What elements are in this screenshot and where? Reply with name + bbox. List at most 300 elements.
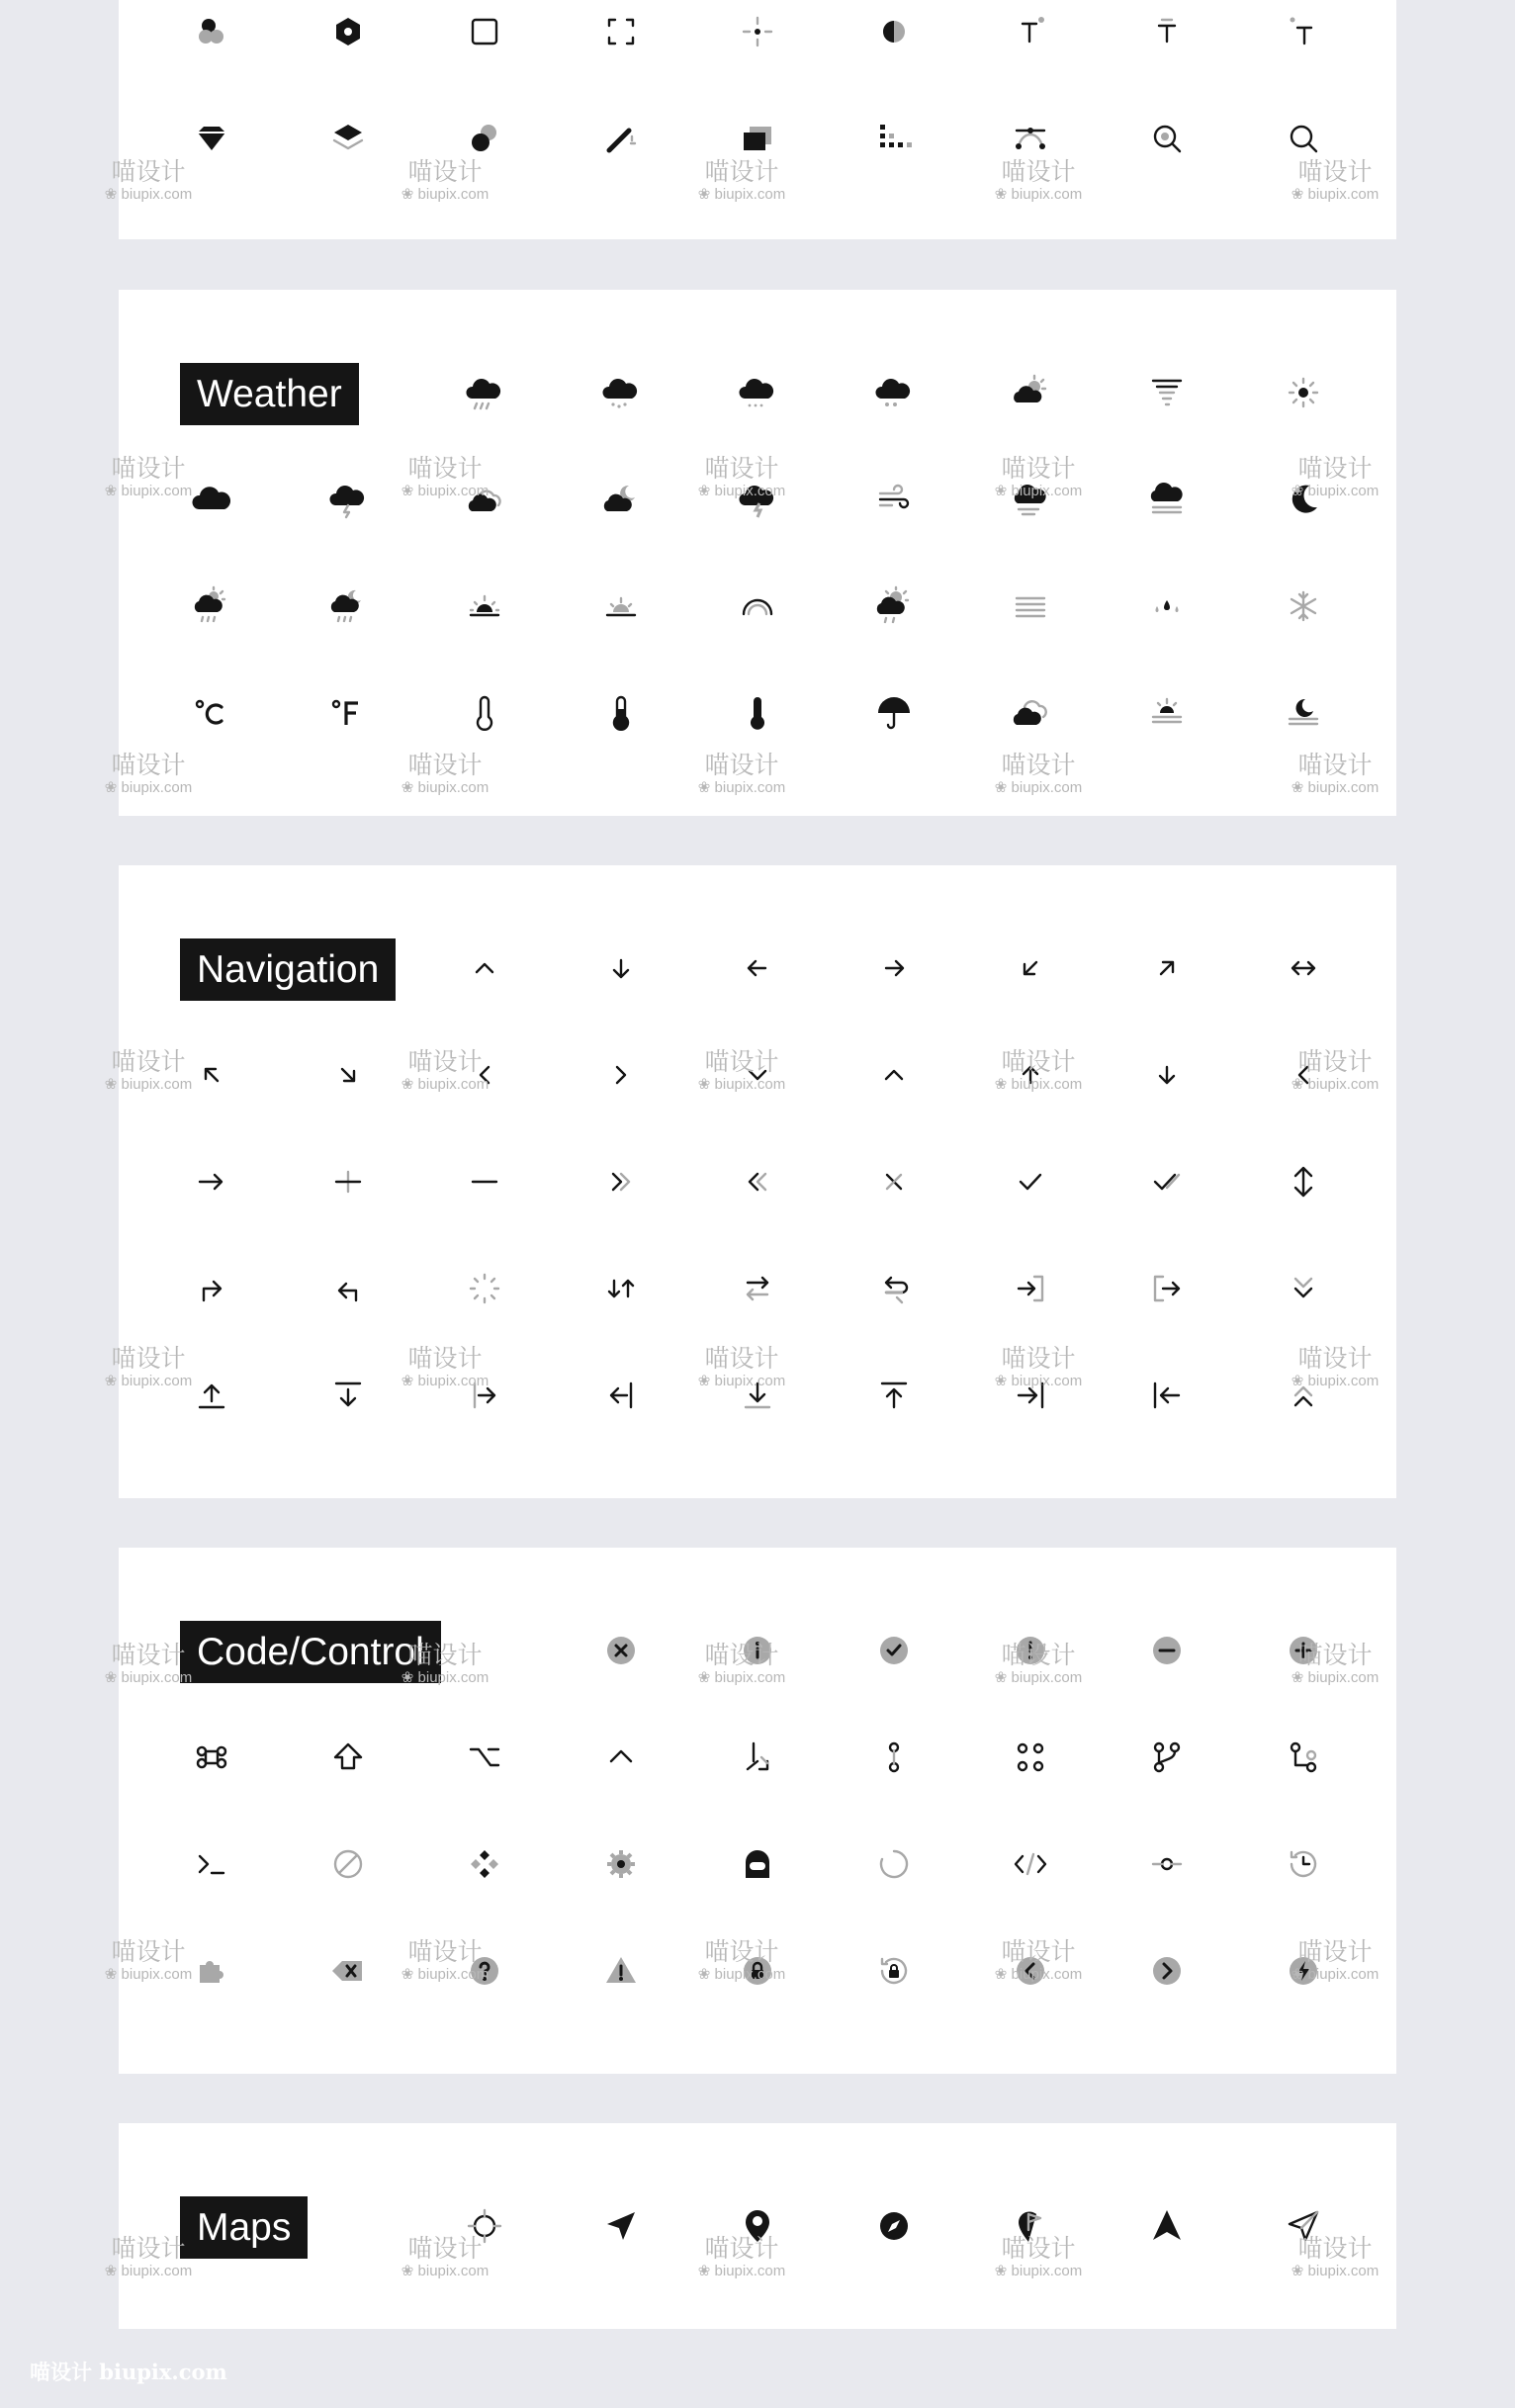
alert-circle-icon <box>991 1611 1070 1690</box>
watermark-title: 喵设计 <box>704 1641 779 1669</box>
diamond-dots-icon <box>445 1825 524 1904</box>
watermark-title: 喵设计 <box>1297 157 1373 186</box>
crosshair-dot-icon <box>718 0 797 71</box>
block-icon <box>309 1825 388 1904</box>
warning-icon <box>581 1931 661 2010</box>
sun-cloud-icon-glyph <box>1009 371 1052 414</box>
arrow-left-to-line-icon-glyph <box>1145 1374 1189 1417</box>
check-double-icon <box>1127 1142 1206 1221</box>
watermark-title: 喵设计 <box>1297 1937 1373 1966</box>
sun-fog-icon-glyph <box>1145 691 1189 735</box>
watermark-title: 喵设计 <box>407 1641 483 1669</box>
fahrenheit-icon <box>309 673 388 753</box>
cloud-overcast-icon-glyph <box>1009 691 1052 735</box>
watermark-title: 喵设计 <box>111 454 186 483</box>
watermark-title: 喵设计 <box>1297 1641 1373 1669</box>
sun-cloud-storm-icon <box>854 567 934 646</box>
tornado-icon-glyph <box>1145 371 1189 414</box>
watermark-title: 喵设计 <box>111 751 186 779</box>
arrow-right-to-line-icon <box>991 1356 1070 1435</box>
git-merge-icon-glyph <box>1009 1736 1052 1779</box>
clouds-icon-glyph <box>463 478 506 521</box>
cloud-icon <box>172 460 251 539</box>
watermark-title: 喵设计 <box>1001 1937 1076 1966</box>
robot-icon-glyph <box>736 1842 779 1886</box>
celsius-icon-glyph <box>190 691 233 735</box>
turn-left-icon <box>309 1249 388 1328</box>
minus-circle-icon-glyph <box>1145 1629 1189 1672</box>
cloud-snow-icon <box>718 353 797 432</box>
arrow-up-bar-icon-glyph <box>190 1374 233 1417</box>
dot-grid-icon-glyph <box>872 117 916 160</box>
layers-icon <box>309 99 388 178</box>
cloud-bolt-icon <box>718 460 797 539</box>
moon-icon <box>1264 460 1343 539</box>
minus-circle-icon <box>1127 1611 1206 1690</box>
watermark-url: ❀ biupix.com <box>697 2263 786 2279</box>
section-title-code-control: Code/Control <box>180 1621 441 1683</box>
card-maps <box>119 2123 1396 2329</box>
watermark-url: ❀ biupix.com <box>697 483 786 499</box>
watermark-url: ❀ biupix.com <box>104 186 193 203</box>
loader-icon <box>445 1249 524 1328</box>
dot-grid-icon <box>854 99 934 178</box>
wind-icon-glyph <box>872 478 916 521</box>
navigation-up-icon-glyph <box>1145 2204 1189 2248</box>
moon-cloud-rain-icon-glyph <box>326 584 370 628</box>
arrows-exchange-icon <box>718 1249 797 1328</box>
puzzle-icon-glyph <box>190 1949 233 1993</box>
help-circle-icon <box>445 1931 524 2010</box>
arrow-left-circle-icon-glyph <box>1009 1949 1052 1993</box>
arrow-right-long-icon-glyph <box>190 1160 233 1204</box>
cloud-snow-icon-glyph <box>736 371 779 414</box>
sunrise-icon-glyph <box>463 584 506 628</box>
arrow-up-icon <box>445 929 524 1008</box>
moon-fog-icon-glyph <box>1282 691 1325 735</box>
icon-grid-editor <box>119 0 1396 239</box>
arrow-down-right-split-icon <box>718 1718 797 1797</box>
watermark-title: 喵设计 <box>1297 1047 1373 1076</box>
cloud-drizzle-icon <box>581 353 661 432</box>
sun-cloud-rain-icon <box>172 567 251 646</box>
puzzle-icon <box>172 1931 251 2010</box>
refresh-lock-icon <box>854 1931 934 2010</box>
text-superscript-icon <box>1264 0 1343 71</box>
plus-circle-icon <box>1264 1611 1343 1690</box>
diamond-dots-icon-glyph <box>463 1842 506 1886</box>
half-circle-icon <box>854 0 934 71</box>
watermark-url: ❀ biupix.com <box>104 483 193 499</box>
cloud-fog-icon-glyph <box>1145 478 1189 521</box>
watermark-url: ❀ biupix.com <box>697 779 786 796</box>
arrows-repeat-icon-glyph <box>872 1267 916 1310</box>
diamond-icon-glyph <box>190 117 233 160</box>
watermark-url: ❀ biupix.com <box>697 1373 786 1389</box>
watermark-title: 喵设计 <box>1297 2234 1373 2263</box>
watermark-title: 喵设计 <box>111 1047 186 1076</box>
arrow-left-bar-icon-glyph <box>599 1374 643 1417</box>
check-double-icon-glyph <box>1145 1160 1189 1204</box>
code-icon-glyph <box>1009 1842 1052 1886</box>
arrows-exchange-icon-glyph <box>736 1267 779 1310</box>
watermark-title: 喵设计 <box>407 1344 483 1373</box>
zoom-search-icon <box>1264 99 1343 178</box>
arrow-down-short-icon <box>1127 1035 1206 1115</box>
arrow-left-bar-icon <box>581 1356 661 1435</box>
arrow-right-icon-glyph <box>872 946 916 990</box>
arrows-up-down-icon <box>581 1249 661 1328</box>
snowflake-icon-glyph <box>1282 584 1325 628</box>
watermark-title: 喵设计 <box>407 1047 483 1076</box>
watermark-title: 喵设计 <box>1297 751 1373 779</box>
arrow-left-icon-glyph <box>736 946 779 990</box>
watermark-url: ❀ biupix.com <box>1291 1669 1380 1686</box>
sunrise-icon <box>445 567 524 646</box>
sign-in-icon-glyph <box>1009 1267 1052 1310</box>
watermark-url: ❀ biupix.com <box>104 1373 193 1389</box>
plus-icon-glyph <box>326 1160 370 1204</box>
git-node-icon <box>1127 1825 1206 1904</box>
moon-icon-glyph <box>1282 478 1325 521</box>
watermark-title: 喵设计 <box>1297 1344 1373 1373</box>
zoom-search-icon-glyph <box>1282 117 1325 160</box>
thermometer-half-icon-glyph <box>599 691 643 735</box>
watermark-url: ❀ biupix.com <box>401 779 490 796</box>
spinner-icon-glyph <box>872 1842 916 1886</box>
magic-wand-icon <box>581 99 661 178</box>
cloud-bolt-icon-glyph <box>736 478 779 521</box>
text-dot-icon-glyph <box>1009 10 1052 53</box>
arrow-up-left-icon <box>172 1035 251 1115</box>
card-weather <box>119 290 1396 816</box>
info-circle-icon-glyph <box>736 1629 779 1672</box>
wind-icon <box>854 460 934 539</box>
caret-up-icon-glyph <box>599 1736 643 1779</box>
section-title-navigation: Navigation <box>180 938 396 1001</box>
crosshair-dot-icon-glyph <box>736 10 779 53</box>
lock-circle-icon <box>718 1931 797 2010</box>
text-dot-icon <box>991 0 1070 71</box>
chevrons-up-down-icon <box>1264 1142 1343 1221</box>
check-icon-glyph <box>1009 1160 1052 1204</box>
watermark-url: ❀ biupix.com <box>104 1076 193 1093</box>
arrow-right-long-icon <box>172 1142 251 1221</box>
watermark-title: 喵设计 <box>111 1937 186 1966</box>
moon-cloud-icon <box>581 460 661 539</box>
chevron-left-small-icon-glyph <box>1282 1053 1325 1097</box>
half-circle-icon-glyph <box>872 10 916 53</box>
text-cursor-icon-glyph <box>1145 10 1189 53</box>
warning-icon-glyph <box>599 1949 643 1993</box>
chevron-right-icon <box>581 1035 661 1115</box>
backspace-icon <box>309 1931 388 2010</box>
layers-icon-glyph <box>326 117 370 160</box>
watermark-title: 喵设计 <box>407 1937 483 1966</box>
option-key-icon <box>445 1718 524 1797</box>
watermark-url: ❀ biupix.com <box>697 186 786 203</box>
history-icon-glyph <box>1282 1842 1325 1886</box>
sign-out-icon <box>1127 1249 1206 1328</box>
fahrenheit-icon-glyph <box>326 691 370 735</box>
history-icon <box>1264 1825 1343 1904</box>
zoom-circle-icon <box>1127 99 1206 178</box>
watermark-url: ❀ biupix.com <box>697 1966 786 1983</box>
watermark-url: ❀ biupix.com <box>401 1373 490 1389</box>
chevron-down-icon-glyph <box>736 1053 779 1097</box>
chevrons-up-down-icon-glyph <box>1282 1160 1325 1204</box>
navigation-arrow-icon <box>581 2186 661 2266</box>
settings-icon-glyph <box>599 1842 643 1886</box>
command-icon <box>172 1718 251 1797</box>
cloud-fog-icon <box>1127 460 1206 539</box>
arrow-up-icon-glyph <box>463 946 506 990</box>
compass-icon-glyph <box>872 2204 916 2248</box>
moon-fog-icon <box>1264 673 1343 753</box>
card-navigation <box>119 865 1396 1498</box>
moon-cloud-icon-glyph <box>599 478 643 521</box>
watermark-url: ❀ biupix.com <box>104 779 193 796</box>
watermark-title: 喵设计 <box>407 157 483 186</box>
arrow-right-circle-icon <box>1127 1931 1206 2010</box>
plus-circle-icon-glyph <box>1282 1629 1325 1672</box>
git-branch-icon-glyph <box>1282 1736 1325 1779</box>
arrow-up-to-line-icon <box>854 1356 934 1435</box>
arrow-right-icon <box>854 929 934 1008</box>
watermark-url: ❀ biupix.com <box>1291 2263 1380 2279</box>
cloud-lightning-icon <box>309 460 388 539</box>
x-circle-icon-glyph <box>599 1629 643 1672</box>
watermark-url: ❀ biupix.com <box>994 1669 1083 1686</box>
chevrons-down-icon <box>1264 1249 1343 1328</box>
card-editor <box>119 0 1396 239</box>
watermark-title: 喵设计 <box>1297 454 1373 483</box>
send-icon-glyph <box>1282 2204 1325 2248</box>
thermometer-empty-icon <box>445 673 524 753</box>
watermark-title: 喵设计 <box>1001 1344 1076 1373</box>
sign-out-icon-glyph <box>1145 1267 1189 1310</box>
stacked-frames-icon-glyph <box>736 117 779 160</box>
cloud-overcast-icon <box>991 673 1070 753</box>
watermark-url: ❀ biupix.com <box>104 1966 193 1983</box>
arrow-down-left-icon-glyph <box>1009 946 1052 990</box>
loader-icon-glyph <box>463 1267 506 1310</box>
navigation-arrow-icon-glyph <box>599 2204 643 2248</box>
watermark-url: ❀ biupix.com <box>697 1669 786 1686</box>
watermark-title: 喵设计 <box>1001 157 1076 186</box>
turn-right-icon-glyph <box>190 1267 233 1310</box>
watermark-url: ❀ biupix.com <box>104 2263 193 2279</box>
watermark-url: ❀ biupix.com <box>1291 1966 1380 1983</box>
section-title-weather: Weather <box>180 363 359 425</box>
text-cursor-icon <box>1127 0 1206 71</box>
check-icon <box>991 1142 1070 1221</box>
git-branch-icon <box>1264 1718 1343 1797</box>
sun-fog-icon <box>1127 673 1206 753</box>
map-pin-question-icon-glyph <box>736 2204 779 2248</box>
sunset-icon <box>581 567 661 646</box>
watermark-title: 喵设计 <box>704 751 779 779</box>
arrow-down-bar-icon <box>309 1356 388 1435</box>
chevrons-left-icon-glyph <box>736 1160 779 1204</box>
bolt-circle-icon <box>1264 1931 1343 2010</box>
circles-overlap-icon-glyph <box>190 10 233 53</box>
rainbow-icon-glyph <box>736 584 779 628</box>
cloud-drizzle-icon-glyph <box>599 371 643 414</box>
git-commit-icon-glyph <box>872 1736 916 1779</box>
arrow-left-circle-icon <box>991 1931 1070 2010</box>
watermark-title: 喵设计 <box>704 1344 779 1373</box>
code-icon <box>991 1825 1070 1904</box>
icon-grid-code-control <box>119 1548 1396 2074</box>
arrow-down-to-line-icon <box>718 1356 797 1435</box>
sun-cloud-icon <box>991 353 1070 432</box>
cloud-wind-icon <box>991 460 1070 539</box>
celsius-icon <box>172 673 251 753</box>
watermark-url: ❀ biupix.com <box>697 1076 786 1093</box>
map-pin-question-icon <box>718 2186 797 2266</box>
watermark-url: ❀ biupix.com <box>1291 1076 1380 1093</box>
arrow-right-to-line-icon-glyph <box>1009 1374 1052 1417</box>
alert-circle-icon-glyph <box>1009 1629 1052 1672</box>
lock-circle-icon-glyph <box>736 1949 779 1993</box>
git-node-icon-glyph <box>1145 1842 1189 1886</box>
chevron-left-icon <box>445 1035 524 1115</box>
watermark-url: ❀ biupix.com <box>1291 779 1380 796</box>
command-icon-glyph <box>190 1736 233 1779</box>
raindrops-icon <box>1127 567 1206 646</box>
sun-cloud-rain-icon-glyph <box>190 584 233 628</box>
watermark-title: 喵设计 <box>704 2234 779 2263</box>
chevron-up-icon-glyph <box>872 1053 916 1097</box>
chevron-right-icon-glyph <box>599 1053 643 1097</box>
backspace-icon-glyph <box>326 1949 370 1993</box>
arrows-left-right-icon <box>1264 929 1343 1008</box>
sun-icon <box>1264 353 1343 432</box>
watermark-url: ❀ biupix.com <box>994 483 1083 499</box>
cloud-rain-icon <box>445 353 524 432</box>
raindrops-icon-glyph <box>1145 584 1189 628</box>
thermometer-empty-icon-glyph <box>463 691 506 735</box>
chevron-up-icon <box>854 1035 934 1115</box>
chevrons-up-icon-glyph <box>1282 1374 1325 1417</box>
sun-icon-glyph <box>1282 371 1325 414</box>
watermark-url: ❀ biupix.com <box>401 1966 490 1983</box>
refresh-lock-icon-glyph <box>872 1949 916 1993</box>
shapes-icon-glyph <box>463 117 506 160</box>
watermark-title: 喵设计 <box>1001 1047 1076 1076</box>
arrow-up-right-icon-glyph <box>1145 946 1189 990</box>
bolt-circle-icon-glyph <box>1282 1949 1325 1993</box>
shift-icon-glyph <box>326 1736 370 1779</box>
rainbow-icon <box>718 567 797 646</box>
arrow-up-short-icon <box>991 1035 1070 1115</box>
hexagon-dot-icon <box>309 0 388 71</box>
tornado-icon <box>1127 353 1206 432</box>
thermometer-half-icon <box>581 673 661 753</box>
watermark-title: 喵设计 <box>111 2234 186 2263</box>
umbrella-icon-glyph <box>872 691 916 735</box>
arrow-down-left-icon <box>991 929 1070 1008</box>
arrow-down-right-split-icon-glyph <box>736 1736 779 1779</box>
turn-right-icon <box>172 1249 251 1328</box>
chevrons-right-icon-glyph <box>599 1160 643 1204</box>
git-commit-icon <box>854 1718 934 1797</box>
arrow-left-to-line-icon <box>1127 1356 1206 1435</box>
card-code-control <box>119 1548 1396 2074</box>
umbrella-icon <box>854 673 934 753</box>
watermark-url: ❀ biupix.com <box>994 779 1083 796</box>
footer-credit: 喵设计 biupix.com <box>30 2360 227 2384</box>
arrows-up-down-icon-glyph <box>599 1267 643 1310</box>
turn-left-icon-glyph <box>326 1267 370 1310</box>
watermark-title: 喵设计 <box>111 1641 186 1669</box>
watermark-title: 喵设计 <box>704 454 779 483</box>
chevrons-right-icon <box>581 1142 661 1221</box>
watermark-url: ❀ biupix.com <box>994 1966 1083 1983</box>
terminal-icon <box>172 1825 251 1904</box>
cloud-hail-icon-glyph <box>872 371 916 414</box>
stacked-frames-icon <box>718 99 797 178</box>
watermark-title: 喵设计 <box>407 2234 483 2263</box>
terminal-icon-glyph <box>190 1842 233 1886</box>
sign-in-icon <box>991 1249 1070 1328</box>
watermark-url: ❀ biupix.com <box>994 186 1083 203</box>
close-icon-glyph <box>872 1160 916 1204</box>
arrows-repeat-icon <box>854 1249 934 1328</box>
icon-grid-maps <box>119 2123 1396 2329</box>
watermark-title: 喵设计 <box>1001 454 1076 483</box>
plus-icon <box>309 1142 388 1221</box>
shift-icon <box>309 1718 388 1797</box>
watermark-url: ❀ biupix.com <box>1291 1373 1380 1389</box>
arrow-up-left-icon-glyph <box>190 1053 233 1097</box>
arrows-left-right-icon-glyph <box>1282 946 1325 990</box>
map-pin-flag-icon-glyph <box>1009 2204 1052 2248</box>
circles-overlap-icon <box>172 0 251 71</box>
watermark-title: 喵设计 <box>704 1047 779 1076</box>
arrow-down-short-icon-glyph <box>1145 1053 1189 1097</box>
robot-icon <box>718 1825 797 1904</box>
cloud-hail-icon <box>854 353 934 432</box>
watermark-url: ❀ biupix.com <box>401 186 490 203</box>
arrow-right-bar-icon <box>445 1356 524 1435</box>
arrow-up-to-line-icon-glyph <box>872 1374 916 1417</box>
sun-cloud-storm-icon-glyph <box>872 584 916 628</box>
watermark-url: ❀ biupix.com <box>1291 483 1380 499</box>
watermark-title: 喵设计 <box>407 454 483 483</box>
navigation-up-icon <box>1127 2186 1206 2266</box>
watermark-title: 喵设计 <box>1001 751 1076 779</box>
arrow-right-bar-icon-glyph <box>463 1374 506 1417</box>
map-pin-flag-icon <box>991 2186 1070 2266</box>
thermometer-full-icon-glyph <box>736 691 779 735</box>
moon-cloud-rain-icon <box>309 567 388 646</box>
watermark-title: 喵设计 <box>1001 2234 1076 2263</box>
arrow-down-right-icon-glyph <box>326 1053 370 1097</box>
square-outline-icon <box>445 0 524 71</box>
icon-grid-weather <box>119 290 1396 816</box>
frame-corners-icon <box>581 0 661 71</box>
thermometer-full-icon <box>718 673 797 753</box>
caret-up-icon <box>581 1718 661 1797</box>
close-icon <box>854 1142 934 1221</box>
git-pull-icon-glyph <box>1145 1736 1189 1779</box>
shapes-icon <box>445 99 524 178</box>
git-pull-icon <box>1127 1718 1206 1797</box>
arrow-down-to-line-icon-glyph <box>736 1374 779 1417</box>
chevrons-left-icon <box>718 1142 797 1221</box>
